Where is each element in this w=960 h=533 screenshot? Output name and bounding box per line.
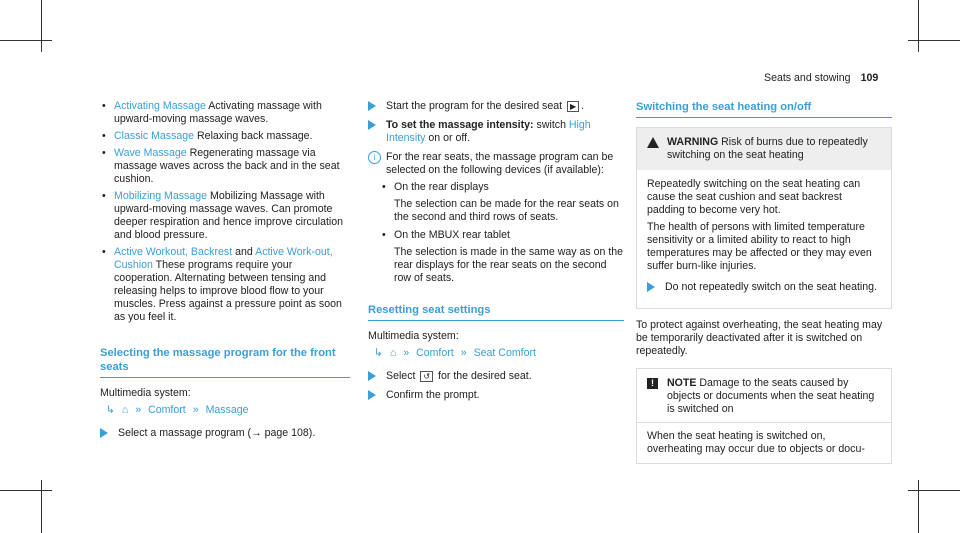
instruction-step [368, 100, 624, 113]
menu-comfort[interactable]: Comfort [416, 347, 454, 359]
step-bold: To set the massage intensity: [386, 119, 534, 131]
play-button-icon[interactable]: ▶ [567, 101, 579, 112]
instruction-step [100, 427, 350, 440]
list-item [100, 100, 350, 126]
note-label: NOTE [667, 377, 697, 389]
page-number: 109 [860, 72, 879, 84]
list-item-text: Mobilizing Massage with upward-moving massage waves. Can promote deeper respiration and hence improve circulation and blood pressure. [114, 190, 344, 241]
home-icon[interactable]: ⌂ [121, 404, 129, 416]
info-icon: i [368, 151, 381, 164]
chevron-icon: » [135, 404, 142, 416]
step-text: Start the program for the desired seat [386, 100, 566, 112]
list-item [100, 246, 350, 324]
list-item: • On the rear displays [368, 181, 624, 194]
crop-mark [41, 480, 42, 533]
step-text: Do not repeatedly switch on the seat heating. [665, 281, 878, 293]
system-label: Multimedia system: [100, 387, 191, 399]
paragraph: To protect against overheating, the seat heating may be temporarily deactivated after it is switched on repeatedly. [636, 319, 883, 357]
section-heading: Selecting the massage program for the front seats [100, 346, 350, 378]
warning-paragraph: The health of persons with limited temperature sensitivity or a limited ability to react to high temperatures may be affected or they may even suffer burn-like injuries. [647, 221, 872, 272]
step-text: on or off. [425, 132, 471, 144]
list-item [100, 147, 350, 186]
chevron-icon: » [192, 404, 199, 416]
step-text: Confirm the prompt. [386, 389, 480, 401]
list-item-text: The selection is made in the same way as on the rear displays for the rear seats on the second row of seats. [394, 246, 624, 284]
instruction-step [368, 370, 624, 383]
high-intensity-toggle[interactable]: High Intensity [386, 119, 591, 144]
column-1 [100, 100, 350, 446]
step-arrow-icon [368, 120, 376, 130]
menu-path [106, 404, 350, 417]
menu-comfort[interactable]: Comfort [148, 404, 186, 416]
menu-seat-comfort[interactable]: Seat Comfort [473, 347, 536, 359]
warning-body [637, 170, 891, 308]
info-note [368, 151, 624, 177]
crop-mark [908, 40, 960, 41]
list-item [100, 130, 350, 143]
section-heading: Resetting seat settings [368, 303, 624, 321]
menu-path [374, 347, 624, 360]
step-text: Select a massage program (→ page 108). [118, 427, 316, 439]
crop-mark [918, 0, 919, 52]
list-item-text: Relaxing back massage. [194, 130, 313, 142]
crop-mark [41, 0, 42, 52]
path-arrow-icon: ↳ [374, 347, 383, 359]
warning-header [637, 128, 891, 170]
note-body: When the seat heating is switched on, overheating may occur due to objects or docu- [637, 422, 891, 463]
step-arrow-icon [100, 428, 108, 438]
home-icon[interactable]: ⌂ [389, 347, 397, 359]
crop-mark [0, 40, 52, 41]
section-heading: Switching the seat heating on/off [636, 100, 892, 118]
link-wave-massage[interactable]: Wave Massage [114, 147, 187, 159]
path-arrow-icon: ↳ [106, 404, 115, 416]
info-text: For the rear seats, the massage program can be selected on the following devices (if available): [386, 151, 614, 176]
note-title: Damage to the seats caused by objects or documents when the seat heating is switched on [667, 377, 875, 415]
warning-label: WARNING [667, 136, 719, 148]
step-arrow-icon [368, 101, 376, 111]
column-2 [368, 100, 624, 408]
instruction-step [368, 389, 624, 402]
step-arrow-icon [368, 371, 376, 381]
note-box [636, 368, 892, 464]
warning-box [636, 127, 892, 309]
crop-mark [918, 480, 919, 533]
note-icon: ! [647, 378, 658, 389]
menu-massage[interactable]: Massage [205, 404, 249, 416]
warning-paragraph: Repeatedly switching on the seat heating can cause the seat cushion and seat backrest padding to become very hot. [647, 178, 861, 216]
chevron-icon: » [403, 347, 410, 359]
list-item-text: Regenerating massage via massage waves across the back and in the seat cushion. [114, 147, 340, 185]
list-item-text: These programs require your cooperation. Alternating between tensing and releasing helps to improve blood flow to your muscles. Press against a pressure point as soon as you feel it. [114, 259, 342, 323]
link-classic-massage[interactable]: Classic Massage [114, 130, 195, 142]
step-text: for the desired seat. [435, 370, 532, 382]
link-active-workout-cushion[interactable]: Active Work-out, Cushion [114, 246, 333, 271]
column-3 [636, 100, 892, 464]
link-mobilizing-massage[interactable]: Mobilizing Massage [114, 190, 208, 202]
list-item: • On the MBUX rear tablet [368, 229, 624, 242]
crop-mark [0, 490, 52, 491]
warning-title: Risk of burns due to repeatedly switching on the seat heating [667, 136, 868, 161]
list-item-text: Activating massage with upward-moving massage waves. [114, 100, 322, 125]
list-item-text: and [232, 246, 256, 258]
instruction-step [368, 119, 624, 145]
reset-button-icon[interactable]: ↺ [420, 371, 433, 382]
step-arrow-icon [368, 390, 376, 400]
page-header [764, 72, 878, 85]
link-activating-massage[interactable]: Activating Massage [114, 100, 206, 112]
list-item-text: The selection can be made for the rear seats on the second and third rows of seats. [394, 198, 619, 223]
crop-mark [908, 490, 960, 491]
section-title: Seats and stowing [764, 72, 851, 84]
note-header [637, 369, 891, 422]
chevron-icon: » [460, 347, 467, 359]
step-text: Select [386, 370, 419, 382]
warning-icon [647, 137, 659, 148]
link-active-workout-backrest[interactable]: Active Workout, Backrest [114, 246, 233, 258]
step-text: switch [533, 119, 569, 131]
step-arrow-icon [647, 282, 655, 292]
step-text: . [581, 100, 585, 112]
list-item [100, 190, 350, 242]
system-label: Multimedia system: [368, 330, 459, 342]
instruction-step [647, 281, 881, 294]
